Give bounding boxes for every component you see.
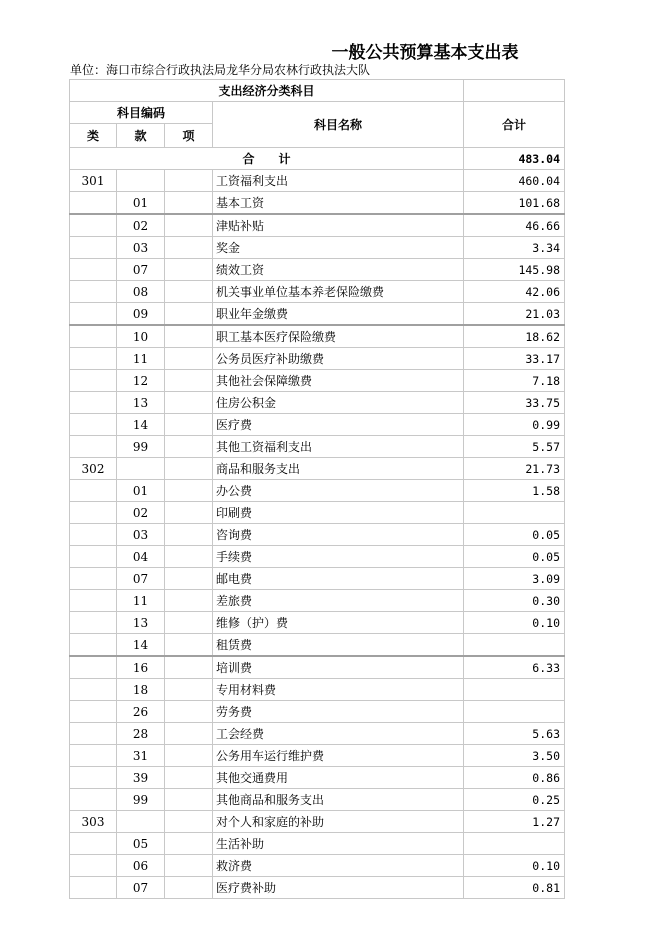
cell-xiang	[165, 281, 213, 303]
table-row	[70, 458, 565, 480]
cell-lei	[70, 701, 117, 723]
cell-name: 医疗费补助	[213, 877, 464, 899]
cell-value: 101.68	[464, 192, 565, 215]
table-row	[70, 414, 565, 436]
cell-xiang	[165, 524, 213, 546]
cell-kuan: 31	[117, 745, 165, 767]
cell-value: 1.27	[464, 811, 565, 833]
table-row	[70, 192, 565, 215]
cell-name: 邮电费	[213, 568, 464, 590]
table-row	[70, 259, 565, 281]
total-row	[70, 148, 565, 170]
cell-value: 42.06	[464, 281, 565, 303]
cell-xiang	[165, 458, 213, 480]
cell-lei	[70, 414, 117, 436]
cell-name: 职工基本医疗保险缴费	[213, 325, 464, 348]
cell-xiang	[165, 546, 213, 568]
table-row	[70, 811, 565, 833]
total-value: 483.04	[464, 148, 565, 170]
cell-value	[464, 701, 565, 723]
cell-kuan: 08	[117, 281, 165, 303]
cell-name: 津贴补贴	[213, 214, 464, 237]
cell-name: 手续费	[213, 546, 464, 568]
cell-lei	[70, 679, 117, 701]
cell-xiang	[165, 701, 213, 723]
table-row	[70, 237, 565, 259]
cell-value	[464, 634, 565, 657]
cell-kuan: 16	[117, 656, 165, 679]
cell-value: 3.34	[464, 237, 565, 259]
cell-kuan: 02	[117, 214, 165, 237]
cell-lei	[70, 634, 117, 657]
table-row	[70, 348, 565, 370]
cell-xiang	[165, 436, 213, 458]
cell-name: 奖金	[213, 237, 464, 259]
cell-name: 生活补助	[213, 833, 464, 855]
cell-kuan: 02	[117, 502, 165, 524]
cell-name: 劳务费	[213, 701, 464, 723]
cell-lei	[70, 877, 117, 899]
cell-lei	[70, 590, 117, 612]
cell-value: 0.05	[464, 524, 565, 546]
total-label: 合 计	[70, 148, 464, 170]
cell-kuan: 12	[117, 370, 165, 392]
cell-value: 0.99	[464, 414, 565, 436]
table-row	[70, 656, 565, 679]
cell-lei: 303	[70, 811, 117, 833]
header-category: 支出经济分类科目	[70, 80, 464, 102]
cell-xiang	[165, 502, 213, 524]
table-row	[70, 370, 565, 392]
header-xiang: 项	[165, 124, 213, 148]
cell-name: 专用材料费	[213, 679, 464, 701]
cell-kuan: 03	[117, 524, 165, 546]
cell-lei	[70, 325, 117, 348]
cell-lei	[70, 502, 117, 524]
cell-lei	[70, 833, 117, 855]
header-blank	[464, 80, 565, 102]
cell-value: 7.18	[464, 370, 565, 392]
cell-xiang	[165, 745, 213, 767]
table-row	[70, 789, 565, 811]
header-row-category	[70, 80, 565, 102]
cell-lei	[70, 370, 117, 392]
cell-kuan: 28	[117, 723, 165, 745]
table-row	[70, 170, 565, 192]
cell-name: 印刷费	[213, 502, 464, 524]
table-row	[70, 303, 565, 326]
table-row	[70, 546, 565, 568]
cell-name: 工资福利支出	[213, 170, 464, 192]
cell-lei: 301	[70, 170, 117, 192]
cell-xiang	[165, 170, 213, 192]
cell-xiang	[165, 877, 213, 899]
cell-xiang	[165, 414, 213, 436]
cell-lei	[70, 767, 117, 789]
cell-xiang	[165, 833, 213, 855]
cell-xiang	[165, 325, 213, 348]
cell-name: 医疗费	[213, 414, 464, 436]
cell-xiang	[165, 767, 213, 789]
cell-value: 5.57	[464, 436, 565, 458]
table-row	[70, 723, 565, 745]
cell-kuan: 01	[117, 480, 165, 502]
cell-xiang	[165, 723, 213, 745]
cell-name: 救济费	[213, 855, 464, 877]
cell-value	[464, 679, 565, 701]
cell-xiang	[165, 612, 213, 634]
cell-xiang	[165, 634, 213, 657]
page-title: 一般公共预算基本支出表	[331, 43, 519, 63]
cell-value: 0.81	[464, 877, 565, 899]
cell-kuan: 99	[117, 436, 165, 458]
cell-xiang	[165, 855, 213, 877]
cell-name: 对个人和家庭的补助	[213, 811, 464, 833]
table-row	[70, 701, 565, 723]
cell-xiang	[165, 480, 213, 502]
table-row	[70, 745, 565, 767]
cell-kuan: 99	[117, 789, 165, 811]
cell-value: 6.33	[464, 656, 565, 679]
table-row	[70, 877, 565, 899]
cell-kuan: 03	[117, 237, 165, 259]
cell-name: 其他社会保障缴费	[213, 370, 464, 392]
table-row	[70, 590, 565, 612]
table-row	[70, 392, 565, 414]
table-row	[70, 634, 565, 657]
cell-xiang	[165, 348, 213, 370]
cell-kuan: 04	[117, 546, 165, 568]
cell-name: 商品和服务支出	[213, 458, 464, 480]
cell-value: 3.50	[464, 745, 565, 767]
cell-value: 21.03	[464, 303, 565, 326]
cell-lei	[70, 480, 117, 502]
cell-lei	[70, 612, 117, 634]
unit-label: 单位：海口市综合行政执法局龙华分局农林行政执法大队	[70, 63, 371, 77]
cell-name: 办公费	[213, 480, 464, 502]
cell-value: 0.10	[464, 855, 565, 877]
table-row	[70, 767, 565, 789]
cell-lei	[70, 237, 117, 259]
cell-name: 其他工资福利支出	[213, 436, 464, 458]
cell-lei	[70, 259, 117, 281]
cell-lei	[70, 392, 117, 414]
cell-lei	[70, 546, 117, 568]
cell-name: 咨询费	[213, 524, 464, 546]
header-name: 科目名称	[213, 102, 464, 148]
cell-value: 5.63	[464, 723, 565, 745]
cell-xiang	[165, 789, 213, 811]
cell-kuan	[117, 811, 165, 833]
cell-name: 住房公积金	[213, 392, 464, 414]
cell-kuan	[117, 170, 165, 192]
header-kuan: 款	[117, 124, 165, 148]
table-row	[70, 855, 565, 877]
cell-kuan: 11	[117, 590, 165, 612]
cell-kuan: 26	[117, 701, 165, 723]
cell-value: 21.73	[464, 458, 565, 480]
cell-name: 绩效工资	[213, 259, 464, 281]
cell-kuan: 01	[117, 192, 165, 215]
cell-kuan: 07	[117, 877, 165, 899]
cell-kuan: 13	[117, 612, 165, 634]
cell-name: 维修（护）费	[213, 612, 464, 634]
cell-name: 租赁费	[213, 634, 464, 657]
cell-lei: 302	[70, 458, 117, 480]
cell-kuan: 18	[117, 679, 165, 701]
table-row	[70, 436, 565, 458]
cell-value	[464, 833, 565, 855]
table-row	[70, 281, 565, 303]
header-row-code	[70, 102, 565, 124]
cell-kuan: 05	[117, 833, 165, 855]
cell-xiang	[165, 568, 213, 590]
cell-lei	[70, 789, 117, 811]
cell-lei	[70, 723, 117, 745]
table-row	[70, 833, 565, 855]
cell-xiang	[165, 237, 213, 259]
table-row	[70, 524, 565, 546]
cell-kuan	[117, 458, 165, 480]
cell-kuan: 14	[117, 414, 165, 436]
cell-name: 公务用车运行维护费	[213, 745, 464, 767]
cell-value: 33.17	[464, 348, 565, 370]
cell-lei	[70, 214, 117, 237]
cell-kuan: 09	[117, 303, 165, 326]
cell-value: 46.66	[464, 214, 565, 237]
cell-xiang	[165, 259, 213, 281]
cell-value: 18.62	[464, 325, 565, 348]
cell-lei	[70, 855, 117, 877]
cell-kuan: 39	[117, 767, 165, 789]
cell-xiang	[165, 590, 213, 612]
cell-kuan: 06	[117, 855, 165, 877]
cell-value: 0.05	[464, 546, 565, 568]
cell-name: 其他交通费用	[213, 767, 464, 789]
cell-name: 公务员医疗补助缴费	[213, 348, 464, 370]
cell-name: 培训费	[213, 656, 464, 679]
cell-kuan: 07	[117, 259, 165, 281]
cell-lei	[70, 745, 117, 767]
cell-name: 差旅费	[213, 590, 464, 612]
cell-value: 0.25	[464, 789, 565, 811]
cell-lei	[70, 281, 117, 303]
table-row	[70, 612, 565, 634]
cell-xiang	[165, 303, 213, 326]
cell-xiang	[165, 811, 213, 833]
table-row	[70, 214, 565, 237]
cell-value	[464, 502, 565, 524]
cell-value: 0.30	[464, 590, 565, 612]
header-code: 科目编码	[70, 102, 213, 124]
table-row	[70, 325, 565, 348]
cell-lei	[70, 656, 117, 679]
header-total: 合计	[464, 102, 565, 148]
header-lei: 类	[70, 124, 117, 148]
budget-table	[69, 79, 565, 899]
cell-xiang	[165, 392, 213, 414]
cell-value: 0.86	[464, 767, 565, 789]
cell-lei	[70, 436, 117, 458]
cell-kuan: 14	[117, 634, 165, 657]
cell-lei	[70, 348, 117, 370]
cell-kuan: 11	[117, 348, 165, 370]
cell-lei	[70, 192, 117, 215]
cell-value: 460.04	[464, 170, 565, 192]
cell-xiang	[165, 214, 213, 237]
cell-xiang	[165, 370, 213, 392]
cell-name: 职业年金缴费	[213, 303, 464, 326]
cell-name: 机关事业单位基本养老保险缴费	[213, 281, 464, 303]
cell-kuan: 07	[117, 568, 165, 590]
table-row	[70, 679, 565, 701]
cell-lei	[70, 303, 117, 326]
cell-xiang	[165, 192, 213, 215]
table-row	[70, 480, 565, 502]
cell-name: 基本工资	[213, 192, 464, 215]
cell-lei	[70, 568, 117, 590]
cell-name: 工会经费	[213, 723, 464, 745]
cell-value: 3.09	[464, 568, 565, 590]
table-row	[70, 568, 565, 590]
cell-xiang	[165, 656, 213, 679]
cell-kuan: 13	[117, 392, 165, 414]
cell-lei	[70, 524, 117, 546]
cell-name: 其他商品和服务支出	[213, 789, 464, 811]
cell-xiang	[165, 679, 213, 701]
cell-value: 33.75	[464, 392, 565, 414]
table-row	[70, 502, 565, 524]
cell-value: 0.10	[464, 612, 565, 634]
cell-value: 145.98	[464, 259, 565, 281]
cell-value: 1.58	[464, 480, 565, 502]
cell-kuan: 10	[117, 325, 165, 348]
